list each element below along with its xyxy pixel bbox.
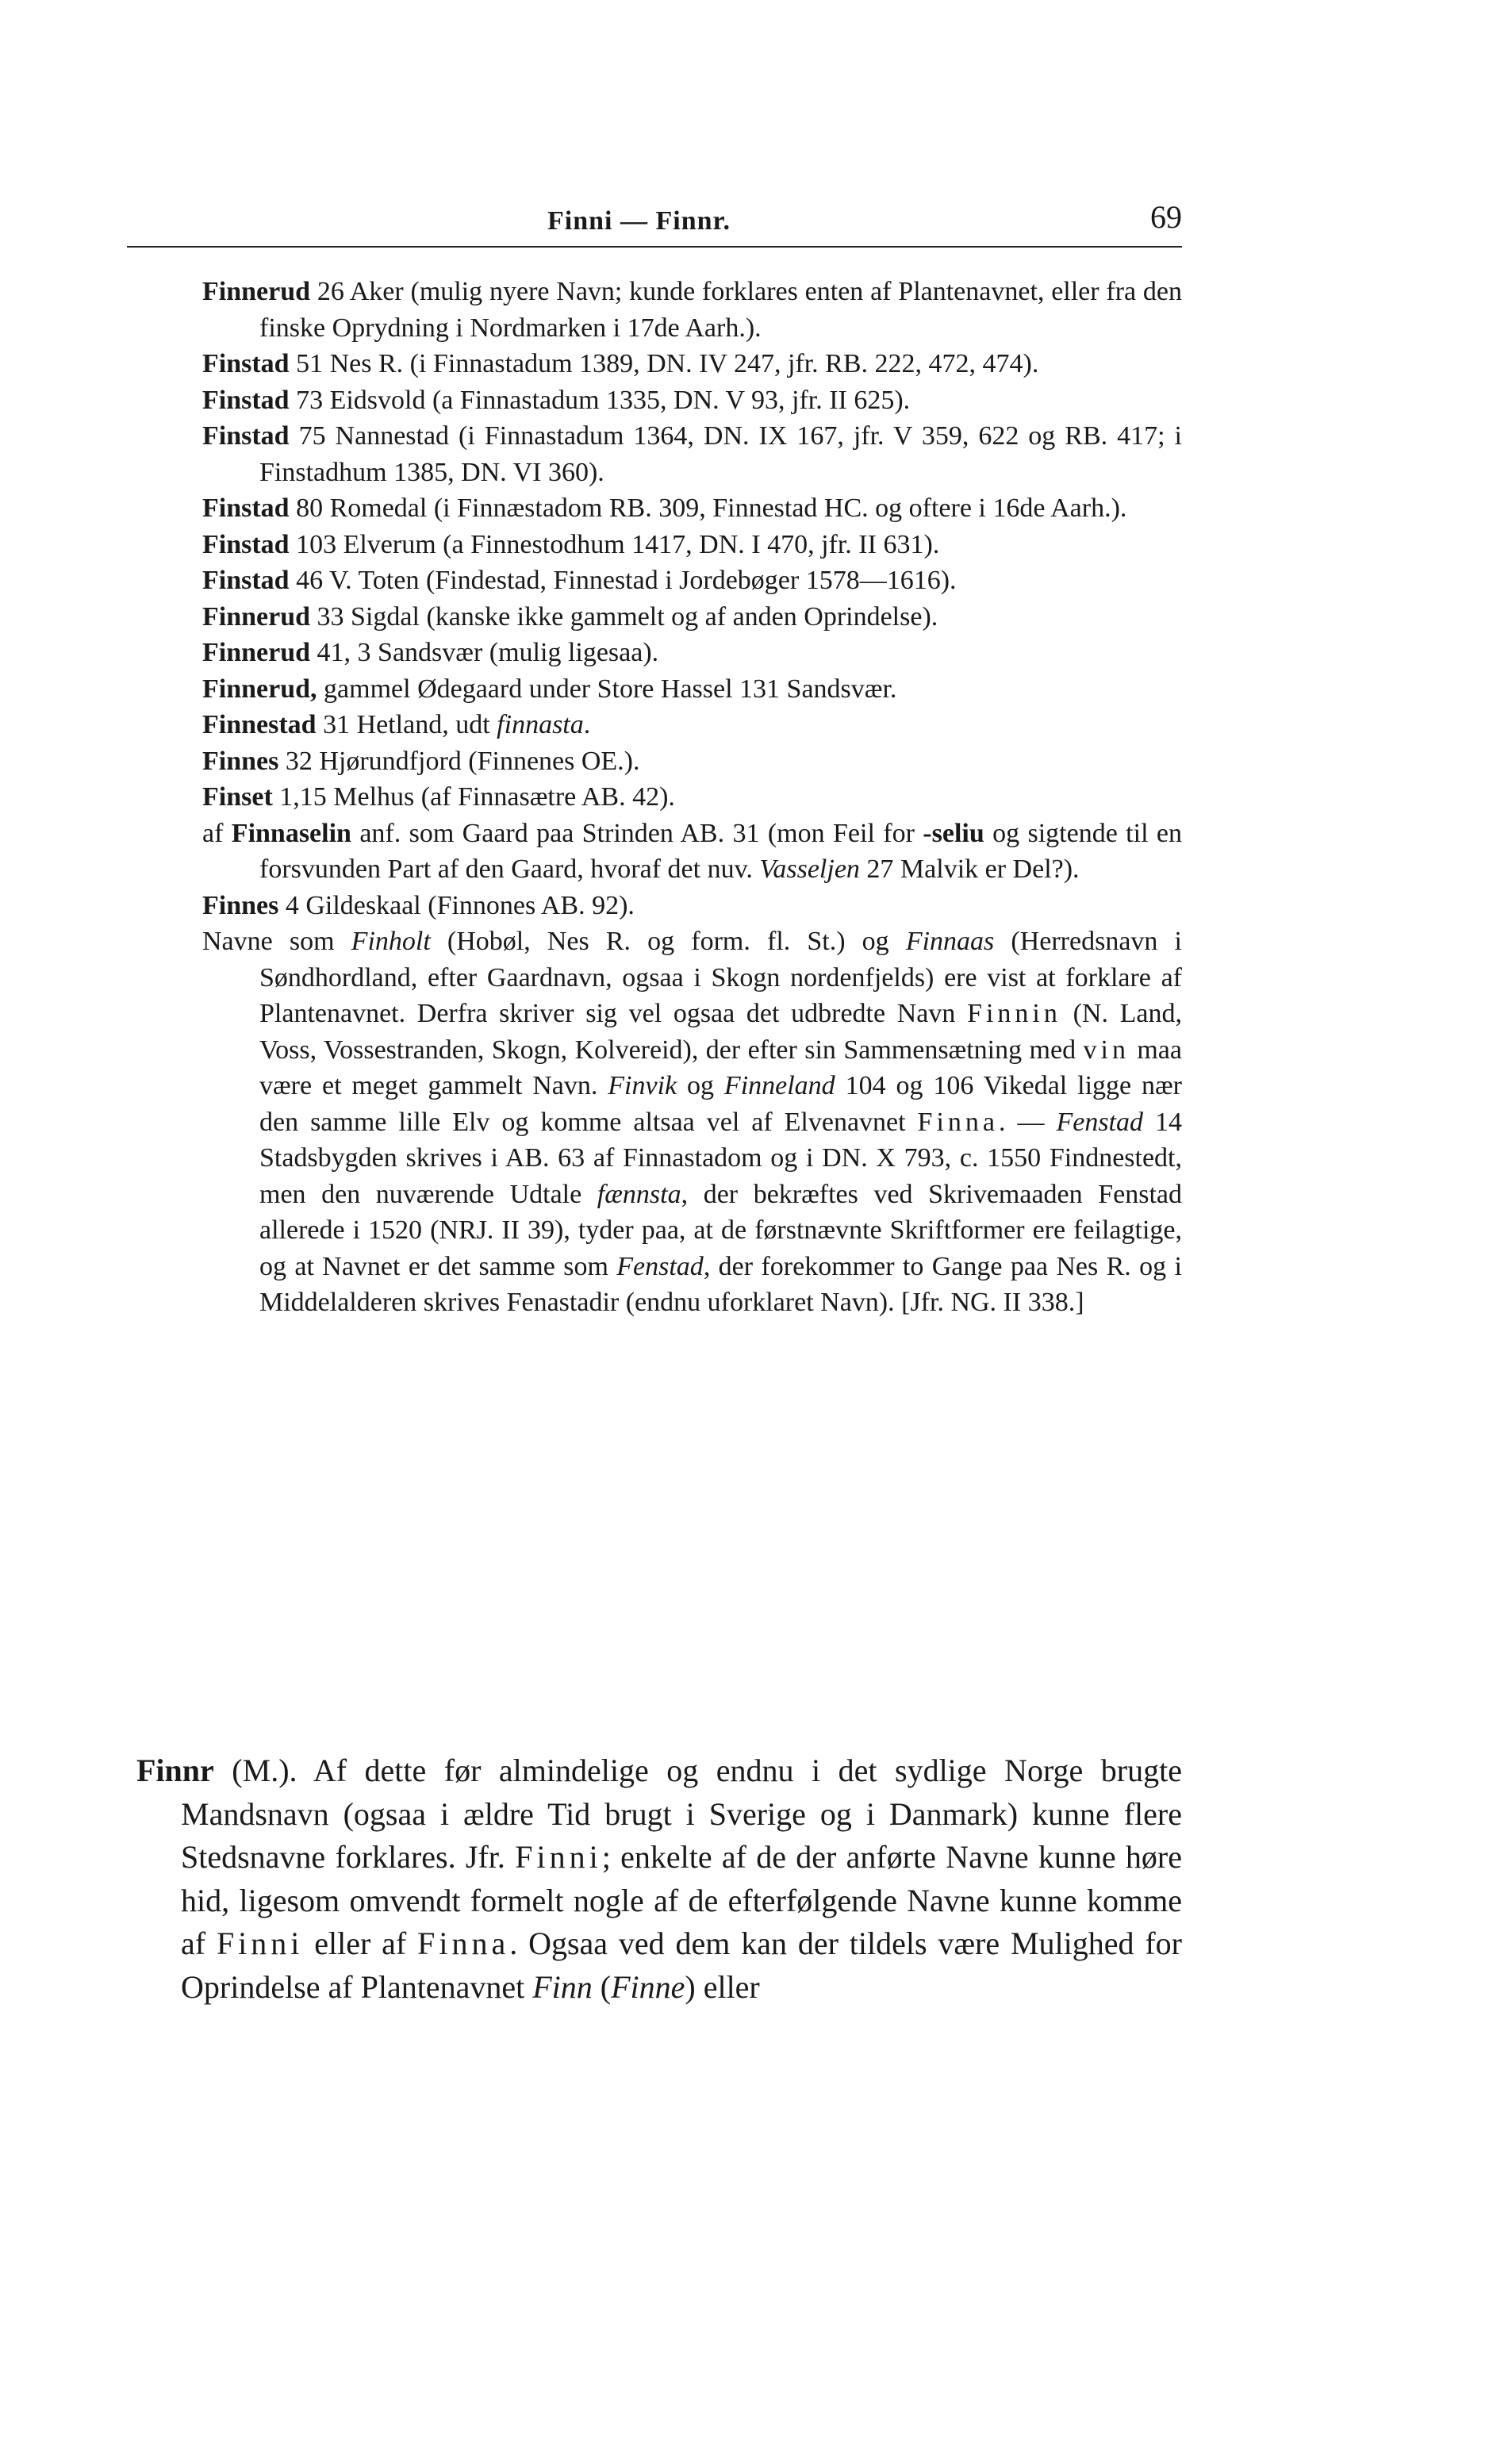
running-title: Finni — Finnr. [547, 206, 731, 236]
entry [202, 274, 1182, 346]
entry-head: Finstad [202, 349, 290, 378]
entries-section [202, 274, 1182, 1321]
entry-finnaselin [202, 816, 1182, 888]
entry-text: 4 Gildeskaal (Finnones AB. 92). [278, 890, 635, 920]
note-text: (Herredsnavn i Søndhordland, efter Gaardnavn, ogsaa i Skogn nordenfjelds) ere vist at forklare af Plantenavnet. Derfra skriver sig vel ogsaa det udbredte Navn [259, 927, 1182, 1028]
entry-head: Finnes [202, 746, 279, 776]
finnr-entry [136, 1749, 1182, 2009]
entry-text: gammel Ødegaard under Store Hassel 131 Sandsvær. [317, 674, 897, 704]
entry-text: 103 Elverum (a Finnestodhum 1417, DN. I 470, jfr. II 631). [289, 529, 940, 559]
note-italic: Fenstad [1056, 1107, 1144, 1137]
entry-head: Finstad [202, 385, 290, 415]
entry [202, 418, 1182, 490]
entry-head-secondary: -seliu [923, 818, 984, 848]
entry-text: 33 Sigdal (kanske ikke gammelt og af anden Oprindelse). [310, 601, 938, 632]
entry-head: Finnerud, [202, 674, 317, 704]
note-text: maa være et meget gammelt Navn. [259, 1035, 1182, 1100]
note-italic: Fenstad [616, 1251, 704, 1281]
entry-text: ( [592, 1968, 612, 2005]
entry-head: Finnerud [202, 601, 311, 632]
note-text: (N. Land, Voss, Vossestranden, Skogn, Kolvereid), der efter sin Sammensætning med [259, 999, 1182, 1065]
note-text: . — [999, 1107, 1057, 1137]
entry-text: 32 Hjørundfjord (Finnenes OE.). [278, 746, 640, 776]
note-text: og [677, 1071, 724, 1100]
note-text: 14 Stadsbygden skrives i AB. 63 af Finnastadom og i DN. X 793, c. 1550 Findnestedt, men den nuværende Udtale [259, 1107, 1182, 1209]
entry-spaced: Finni [515, 1839, 602, 1875]
entry [202, 382, 1182, 419]
running-head [127, 198, 1182, 246]
entry-text: eller af [303, 1926, 418, 1961]
entry-spaced: Finna [417, 1926, 510, 1961]
entry [202, 707, 1182, 743]
page-number: 69 [1150, 199, 1182, 235]
entry-prefix: af [202, 818, 232, 848]
entry-text: 73 Eidsvold (a Finnastadum 1335, DN. V 93, jfr. II 625). [289, 385, 911, 415]
entry-head: Finnr [136, 1753, 214, 1788]
entry-text: ; enkelte af de der anførte Navne kunne høre hid, ligesom omvendt formelt nogle af de efterfølgende Navne kunne komme af [181, 1839, 1182, 1961]
note-text: , der forekommer to Gange paa Nes R. og i Middelalderen skrives Fenastadir (endnu uforklaret Navn). [Jfr. NG. II 338.] [259, 1251, 1182, 1317]
entry-text: ) eller [685, 1968, 760, 2005]
entry-italic: finnasta [497, 710, 584, 739]
note-italic: Finneland [723, 1071, 835, 1100]
note-italic: Finholt [351, 927, 431, 956]
entry-text: 80 Romedal (i Finnæstadom RB. 309, Finnestad HC. og oftere i 16de Aarh.). [289, 493, 1127, 523]
entry [202, 599, 1182, 635]
entry [202, 346, 1182, 382]
note-text: , der bekræftes ved Skrivemaaden Fenstad allerede i 1520 (NRJ. II 39), tyder paa, at de førstnævnte Skriftformer ere feilagtige, og at Navnet er det samme som [259, 1179, 1182, 1281]
header-rule [127, 246, 1182, 248]
note-text: Navne som [202, 927, 351, 956]
entry-text: 75 Nannestad (i Finnastadum 1364, DN. IX 167, jfr. V 359, 622 og RB. 417; i Finstadhum 1385, DN. VI 360). [259, 421, 1182, 487]
entry-head: Finnerud [202, 638, 311, 667]
finnr-section [136, 1749, 1182, 2009]
entry-head: Finnes [202, 890, 279, 920]
entry [202, 635, 1182, 671]
entry [202, 743, 1182, 780]
entry-spaced: Finni [216, 1926, 304, 1961]
note-text: (Hobøl, Nes R. og form. fl. St.) og [430, 927, 906, 956]
note-italic: fænnsta [597, 1179, 681, 1209]
entry [202, 779, 1182, 816]
entry-head: Finstad [202, 421, 290, 451]
entry-head: Finstad [202, 529, 290, 559]
entry-text: 46 V. Toten (Findestad, Finnestad i Jordebøger 1578—1616). [289, 566, 957, 595]
entry [202, 888, 1182, 924]
entry-italic: Finn [532, 1968, 593, 2005]
entry-head: Finstad [202, 566, 290, 595]
note-italic: Finnaas [905, 927, 995, 956]
entry-head: Finstad [202, 493, 290, 523]
note-spaced: Finnin [967, 999, 1061, 1028]
entry-text: 26 Aker (mulig nyere Navn; kunde forklares enten af Plantenavnet, eller fra den finske Oprydning i Nordmarken i 17de Aarh.). [259, 277, 1182, 343]
note-spaced: Finna [917, 1107, 999, 1137]
commentary-note [202, 923, 1182, 1321]
entry [202, 563, 1182, 599]
entry-italic: Vasseljen [759, 854, 860, 884]
entry-text: 1,15 Melhus (af Finnasætre AB. 42). [272, 782, 675, 812]
note-italic: Finvik [608, 1071, 677, 1100]
entry-text: anf. som Gaard paa Strinden AB. 31 (mon Feil for [351, 818, 923, 848]
entry-text: og sigtende til en forsvunden Part af den Gaard, hvoraf det nuv. [259, 818, 1182, 884]
entry-head: Finnaselin [231, 818, 351, 848]
entry-text: 41, 3 Sandsvær (mulig ligesaa). [310, 638, 659, 667]
entry-text: 31 Hetland, udt [316, 710, 497, 739]
entry-head: Finnerud [202, 277, 311, 306]
note-spaced: vin [1083, 1035, 1130, 1065]
entry-text: . Ogsaa ved dem kan der tildels være Mulighed for Oprindelse af Plantenavnet [181, 1926, 1183, 2005]
entry-italic: Finne [611, 1968, 685, 2005]
entry [202, 490, 1182, 527]
entry-text: 27 Malvik er Del?). [859, 854, 1080, 884]
note-text: 104 og 106 Vikedal ligge nær den samme lille Elv og komme altsaa vel af Elvenavnet [259, 1071, 1182, 1137]
entry-head: Finset [202, 782, 273, 812]
entry [202, 527, 1182, 563]
entry-head: Finnestad [202, 710, 317, 739]
entry-text: 51 Nes R. (i Finnastadum 1389, DN. IV 247, jfr. RB. 222, 472, 474). [289, 349, 1039, 378]
entry [202, 671, 1182, 708]
entry-tail: . [583, 710, 591, 739]
entry-text: (M.). Af dette før almindelige og endnu i det sydlige Norge brugte Mandsnavn (ogsaa i ældre Tid brugt i Sverige og i Danmark) kunne flere Stedsnavne forklares. Jfr. [181, 1753, 1182, 1875]
